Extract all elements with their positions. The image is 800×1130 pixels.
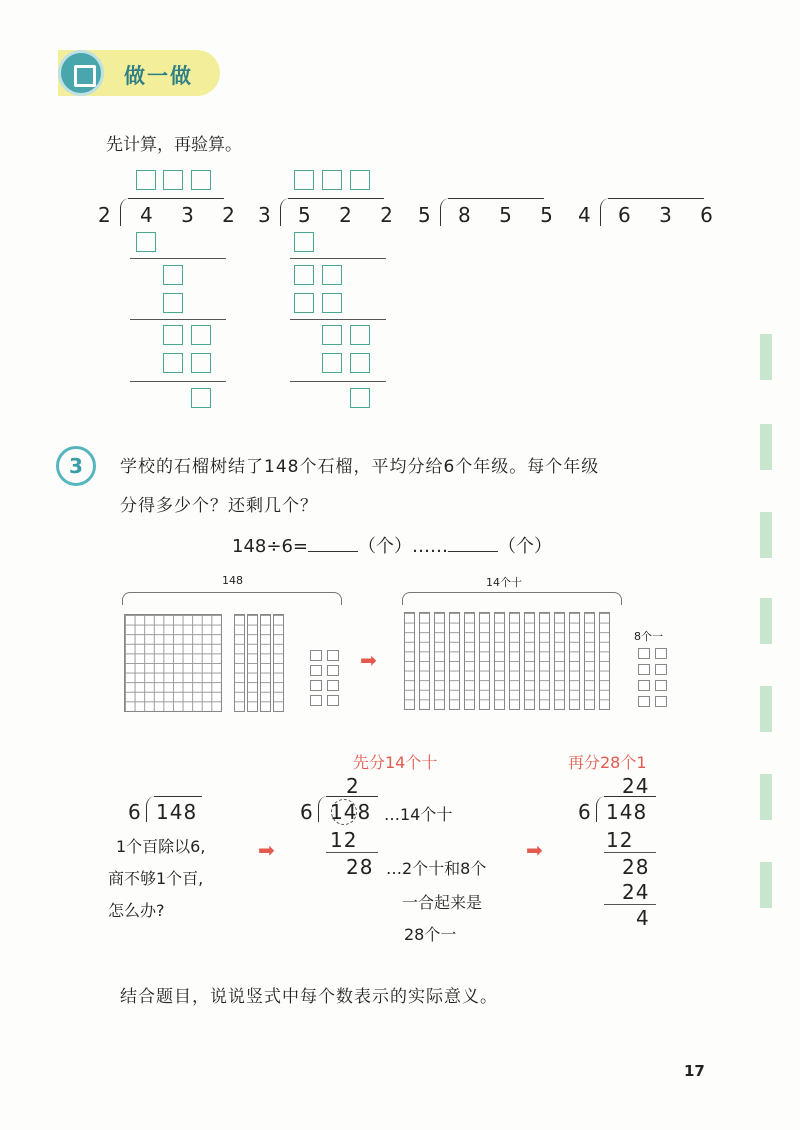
rule: [130, 258, 226, 259]
one-cube: [638, 648, 650, 659]
one-cube: [655, 664, 667, 675]
equation-lhs: 148÷6=: [232, 536, 308, 557]
answer-box[interactable]: [350, 170, 370, 190]
division-bracket: [280, 198, 291, 226]
product: 12: [330, 828, 358, 852]
answer-box[interactable]: [294, 293, 314, 313]
ten-rod: [464, 612, 475, 710]
answer-box[interactable]: [191, 353, 211, 373]
side-tab: [760, 512, 772, 558]
ten-rod: [599, 612, 610, 710]
rule: [290, 319, 386, 320]
arrow-right-icon: ➡: [526, 838, 543, 862]
rule: [604, 852, 656, 853]
problem-number-badge: 3: [56, 446, 96, 486]
figure-right-bracket: [402, 592, 622, 605]
answer-box[interactable]: [322, 293, 342, 313]
ten-rod: [584, 612, 595, 710]
ten-rod: [569, 612, 580, 710]
exercise-instruction: 先计算，再验算。: [106, 135, 242, 155]
step2-note-b2: 一合起来是: [402, 893, 483, 912]
side-tab: [760, 424, 772, 470]
divisor: 6: [578, 800, 591, 824]
one-cube: [327, 665, 339, 676]
ten-rod: [434, 612, 445, 710]
ten-rod: [479, 612, 490, 710]
division-bracket: [440, 198, 451, 226]
side-tab: [760, 774, 772, 820]
answer-box[interactable]: [136, 232, 156, 252]
ten-rod: [234, 614, 245, 712]
ten-rod: [404, 612, 415, 710]
side-tab: [760, 862, 772, 908]
page-number: 17: [684, 1062, 705, 1080]
one-cube: [310, 695, 322, 706]
dividend: 148: [330, 800, 372, 824]
divisor: 6: [128, 800, 141, 824]
division-bracket: [600, 198, 611, 226]
answer-box[interactable]: [136, 170, 156, 190]
one-cube: [638, 696, 650, 707]
ten-rod: [419, 612, 430, 710]
figure-right-top-label: 14个十: [486, 576, 522, 589]
answer-box[interactable]: [350, 325, 370, 345]
equation-unit-2: （个）: [497, 536, 552, 557]
ten-rod: [247, 614, 258, 712]
problem-text-line1: 学校的石榴树结了148个石榴，平均分给6个年级。每个年级: [120, 457, 600, 477]
dividend: 8 5 5: [458, 203, 564, 227]
figure-right-side-label: 8个一: [634, 630, 663, 643]
step3-heading: 再分28个1: [568, 753, 647, 772]
division-bar: [604, 796, 656, 797]
division-bracket: [120, 198, 131, 226]
division-bar: [326, 796, 378, 797]
rule: [130, 381, 226, 382]
one-cube: [310, 680, 322, 691]
one-cube: [638, 664, 650, 675]
divisor: 2: [98, 203, 122, 227]
remainder-2: 4: [636, 906, 649, 930]
ten-rod: [449, 612, 460, 710]
answer-box[interactable]: [191, 388, 211, 408]
dividend: 148: [606, 800, 648, 824]
divisor: 3: [258, 203, 282, 227]
one-cube: [655, 696, 667, 707]
answer-box[interactable]: [322, 265, 342, 285]
divisor: 5: [418, 203, 442, 227]
remainder-blank[interactable]: [448, 535, 498, 552]
one-cube: [655, 648, 667, 659]
step2-heading: 先分14个十: [353, 753, 438, 772]
badge-glyph: [74, 65, 96, 87]
arrow-right-icon: ➡: [258, 838, 275, 862]
dividend: 148: [156, 800, 198, 824]
ten-rod: [273, 614, 284, 712]
page-icon: [58, 50, 104, 96]
answer-box[interactable]: [350, 353, 370, 373]
step2-note-b1: …2个十和8个: [386, 859, 487, 878]
equation-unit-1: （个）……: [357, 536, 448, 557]
answer-box[interactable]: [163, 265, 183, 285]
rule: [604, 904, 656, 905]
answer-box[interactable]: [191, 325, 211, 345]
step2-note-a: …14个十: [384, 805, 453, 824]
rule: [130, 319, 226, 320]
rule: [290, 381, 386, 382]
division-bar: [448, 198, 544, 199]
step1-note-line3: 怎么办?: [108, 901, 165, 920]
answer-box[interactable]: [350, 388, 370, 408]
ten-rod: [539, 612, 550, 710]
answer-box[interactable]: [322, 170, 342, 190]
division-bar: [288, 198, 384, 199]
answer-box[interactable]: [163, 353, 183, 373]
answer-box[interactable]: [322, 325, 342, 345]
side-tab: [760, 598, 772, 644]
arrow-right-icon: ➡: [360, 648, 377, 672]
dividend: 4 3 2: [140, 203, 246, 227]
answer-box[interactable]: [163, 325, 183, 345]
discussion-prompt: 结合题目，说说竖式中每个数表示的实际意义。: [120, 987, 498, 1007]
product-2: 24: [622, 880, 650, 904]
step1-note-line1: 1个百除以6,: [116, 837, 206, 856]
answer-box[interactable]: [294, 265, 314, 285]
ten-rod: [494, 612, 505, 710]
answer-box[interactable]: [294, 232, 314, 252]
dividend: 6 3 6: [618, 203, 724, 227]
division-bracket: [318, 796, 329, 822]
division-bar: [154, 796, 202, 797]
equation: [232, 532, 552, 558]
product-1: 12: [606, 828, 634, 852]
answer-box[interactable]: [322, 353, 342, 373]
quotient: 24: [622, 774, 650, 798]
one-cube: [327, 695, 339, 706]
divisor: 6: [300, 800, 313, 824]
remainder-1: 28: [622, 855, 650, 879]
one-cube: [327, 680, 339, 691]
quotient-blank[interactable]: [308, 535, 358, 552]
ten-rod: [260, 614, 271, 712]
answer-box[interactable]: [191, 170, 211, 190]
answer-box[interactable]: [294, 170, 314, 190]
one-cube: [310, 650, 322, 661]
answer-box[interactable]: [163, 170, 183, 190]
one-cube: [638, 680, 650, 691]
rule: [326, 852, 378, 853]
side-tab: [760, 686, 772, 732]
hundred-block: [124, 614, 222, 712]
side-tab: [760, 334, 772, 380]
step2-note-b3: 28个一: [404, 925, 457, 944]
ten-rod: [509, 612, 520, 710]
quotient: 2: [346, 774, 359, 798]
rule: [290, 258, 386, 259]
divisor: 4: [578, 203, 602, 227]
one-cube: [310, 665, 322, 676]
answer-box[interactable]: [163, 293, 183, 313]
section-title: 做一做: [124, 64, 193, 88]
ten-rod: [524, 612, 535, 710]
figure-left-bracket: [122, 592, 342, 605]
ten-rod: [554, 612, 565, 710]
step1-note-line2: 商不够1个百,: [108, 869, 204, 888]
dividend: 5 2 2: [298, 203, 404, 227]
one-cube: [655, 680, 667, 691]
problem-text-line2: 分得多少个？还剩几个？: [120, 496, 318, 516]
one-cube: [327, 650, 339, 661]
figure-left-label: 148: [222, 574, 243, 587]
division-bar: [608, 198, 704, 199]
remainder: 28: [346, 855, 374, 879]
division-bar: [128, 198, 224, 199]
